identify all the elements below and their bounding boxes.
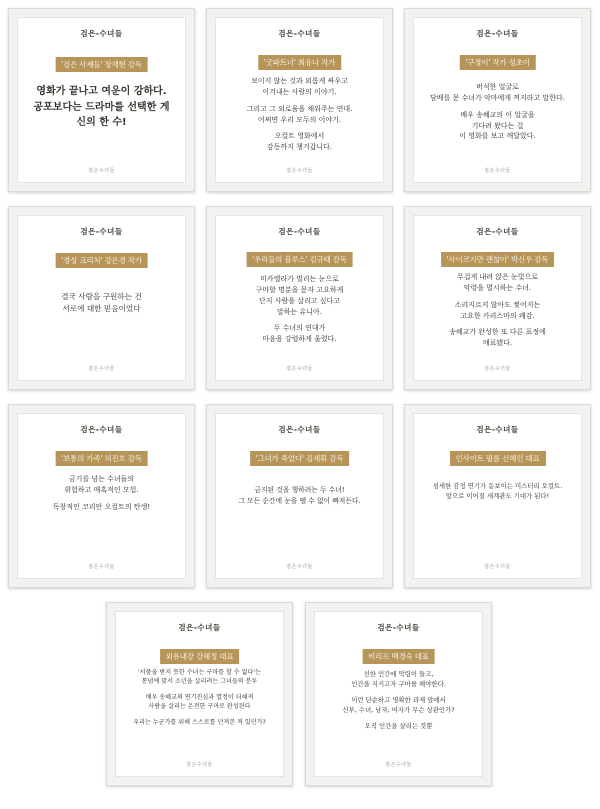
card-inner [215,215,384,381]
card-footer: 검은수녀들 [286,168,313,174]
card-footer: 검은수녀들 [286,366,313,372]
reviewer-badge: '사이코지만 괜찮아' 박신우 감독 [441,252,555,267]
card-inner [17,215,186,381]
review-card-8 [206,404,393,588]
reviewer-badge: '굿파트너' 최유나 작가 [258,55,342,70]
movie-logo: 검은-수녀들 [278,29,321,38]
movie-logo: 검은-수녀들 [80,227,123,236]
card-inner [17,17,186,183]
review-quote [119,668,280,733]
review-quote [24,84,179,137]
review-card-6 [404,206,591,390]
quote-paragraph: 선한 인간에 악령이 들고, 인간을 지키고자 구마를 해야한다. [351,670,446,688]
quote-paragraph: 소리지르지 않아도 찢어지는 고요한 카리스마의 쾌감. [454,300,541,320]
review-quote [222,485,377,512]
review-card-4 [8,206,195,390]
quote-paragraph: 배우 송혜교의 이 얼굴을 기다려 왔다는 걸 이 영화를 보고 깨달았다. [459,110,536,141]
card-footer: 검은수녀들 [385,762,412,768]
quote-paragraph: 오컬트 영화에서 감동까지 챙겨갑니다. [266,132,333,152]
review-quote [420,272,575,355]
quote-paragraph: '서품을 받지 못한 수녀는 구마를 할 수 없다'는 통념에 맞서 소년을 살리려는 그녀들의 분투 [138,669,261,686]
movie-logo: 검은-수녀들 [278,227,321,236]
movie-logo: 검은-수녀들 [80,29,123,38]
quote-paragraph: 금지된 것을 행하려는 두 수녀! 그 모든 순간에 눈을 뗄 수 없이 빠져든다. [238,486,361,505]
movie-logo: 검은-수녀들 [476,29,519,38]
movie-logo: 검은-수녀들 [178,623,221,632]
card-footer: 검은수녀들 [484,366,511,372]
review-quote [222,76,377,159]
review-card-2 [206,8,393,192]
card-footer: 검은수녀들 [484,564,511,570]
movie-logo: 검은-수녀들 [278,425,321,434]
card-footer: 검은수녀들 [88,366,115,372]
quote-paragraph: 두 수녀의 연대가 마음을 강렬하게 울렸다. [262,324,337,344]
review-card-10 [106,602,293,786]
review-quote [222,274,377,351]
card-inner [17,413,186,579]
quote-paragraph: 이런 단순하고 명확한 과제 앞에서 신부, 수녀, 남자, 여자가 무슨 상관인가? [342,695,455,714]
review-card-1 [8,8,195,192]
review-card-5 [206,206,393,390]
card-inner [413,215,582,381]
reviewer-badge: '검은 사제들' 장재현 감독 [55,57,148,72]
quote-paragraph: 그리고 그 외로움을 채워주는 연대. 어쩌면 우리 모두의 이야기. [246,104,353,124]
card-inner [413,17,582,183]
card-inner [413,413,582,579]
quote-paragraph: 결국 사람을 구원하는 건 서로에 대한 믿음이었다 [61,292,142,313]
review-quote [420,82,575,148]
card-footer: 검은수녀들 [186,762,213,768]
card-footer: 검은수녀들 [484,168,511,174]
review-quote [24,474,179,519]
reviewer-badge: '보통의 가족' 허진호 감독 [55,451,148,466]
quote-paragraph: 오직 인간을 살리는 것뿐 [364,721,433,730]
review-card-11 [305,602,492,786]
quote-paragraph: 송혜교가 완성한 또 다른 표정에 매료됐다. [449,328,546,348]
reviewer-badge: '우리들의 블루스' 김규태 감독 [246,252,353,267]
card-footer: 검은수녀들 [286,564,313,570]
reviewer-badge: '구경이' 작가 성초이 [459,55,535,70]
review-card-7 [8,404,195,588]
quote-paragraph: 버석한 얼굴로 담배를 문 수녀가 악마에게 꺼지라고 말한다. [429,83,566,102]
quote-paragraph: 독창적인 코리안 오컬트의 탄생! [52,502,151,511]
review-quote [24,291,179,321]
card-inner [215,17,384,183]
quote-paragraph: 배우 송혜교의 연기진심과 열정이 더해져 사람을 살리는 온전한 구마로 완성된다 [145,693,254,711]
quote-paragraph: 무겁게 내려 앉은 눈빛으로 악령을 멸시하는 수녀. [456,273,539,292]
review-quote [321,670,476,738]
quote-paragraph: 보이지 않는 것과 외롭게 싸우고 이겨내는 사람의 이야기. [251,77,348,96]
review-card-9 [404,404,591,588]
card-inner [115,611,284,777]
card-footer: 검은수녀들 [88,168,115,174]
movie-logo: 검은-수녀들 [476,425,519,434]
quote-paragraph: 영화가 끝나고 여운이 강하다. 공포보다는 드라마를 선택한 게 신의 한 수! [33,86,170,128]
card-inner [314,611,483,777]
reviewer-badge: 비리프 백경숙 대표 [362,649,435,664]
movie-logo: 검은-수녀들 [377,623,420,632]
quote-paragraph: 섬세한 감정 연기가 돋보이는 미스터리 오컬트. 앞으로 이어질 세계관도 기대가 된다! [432,482,563,500]
card-inner [215,413,384,579]
reviewer-badge: '그녀가 죽었다' 김세휘 감독 [250,451,350,466]
quote-paragraph: 우리는 누군가를 위해 스스로를 던져본 적 있던가? [133,718,266,726]
reviewer-badge: '경성 크리처' 강은경 작가 [55,253,148,268]
movie-logo: 검은-수녀들 [80,425,123,434]
reviewer-badge: 인사이트 필름 신혜인 대표 [449,451,545,466]
quote-paragraph: 미카엘라가 벌리는 눈으로 구마할 명분을 묻자 고요하게 단지 사람을 살리고 싶다고 말하는 유니아. [255,275,344,316]
reviewer-badge: 외유내강 강혜정 대표 [160,649,240,664]
quote-paragraph: 금기를 넘는 수녀들의 위험하고 매혹적인 모험. [64,475,139,494]
movie-logo: 검은-수녀들 [476,227,519,236]
review-quote [417,482,578,508]
card-footer: 검은수녀들 [88,564,115,570]
review-card-3 [404,8,591,192]
